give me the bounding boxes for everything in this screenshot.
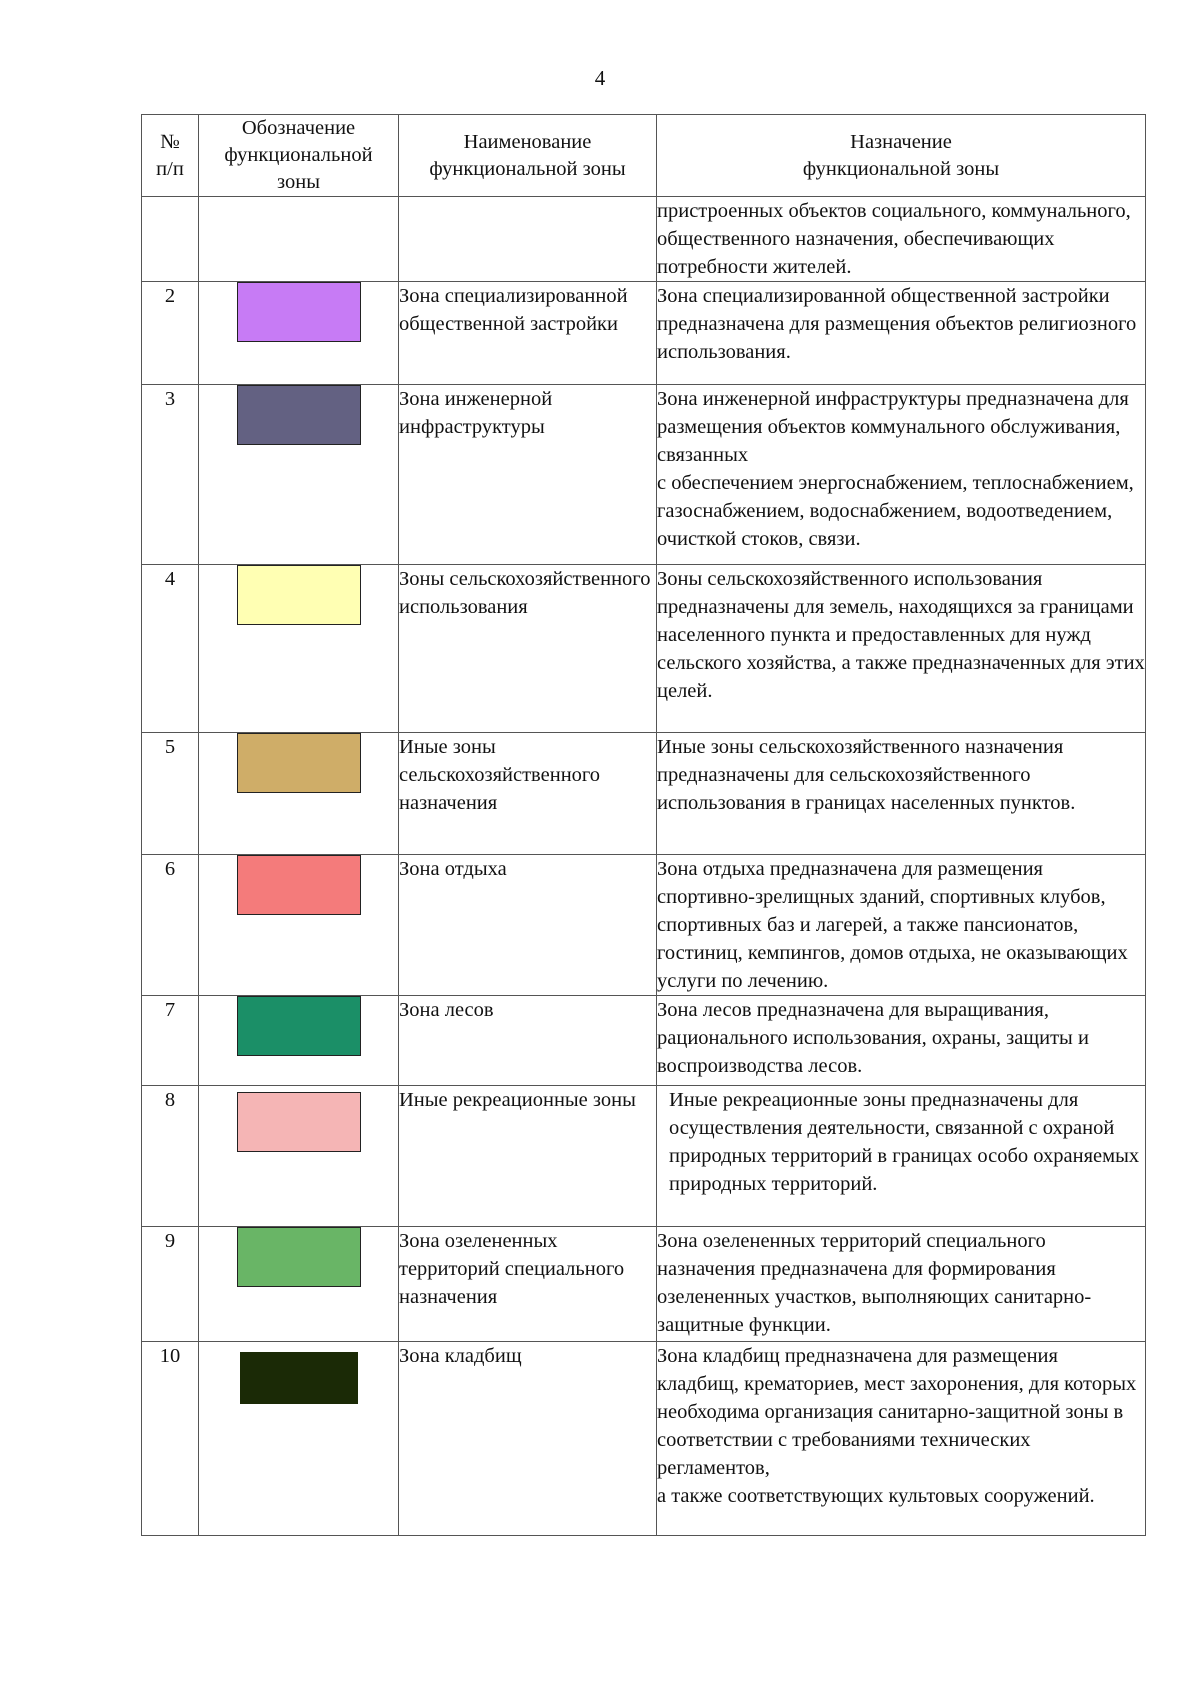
table-row [142, 1227, 1146, 1342]
cell-name: Зона кладбищ [399, 1342, 657, 1536]
cell-name: Зона инженерной инфраструктуры [399, 385, 657, 565]
table-row [142, 855, 1146, 996]
cell-number [142, 197, 199, 282]
cell-purpose: Зона специализированной общественной застройки предназначена для размещения объектов религиозного использования. [657, 282, 1146, 385]
cell-name: Зона озелененных территорий специального назначения [399, 1227, 657, 1342]
zone-color-swatch [237, 565, 361, 625]
zone-color-swatch [237, 282, 361, 342]
cell-purpose: Зона инженерной инфраструктуры предназначена для размещения объектов коммунального обслуживания, связанных с обеспечением энергоснабжением, теплоснабжением, газоснабжением, водоснабжением, водоотведением, очисткой стоков, связи. [657, 385, 1146, 565]
zone-cemetery-swatch [240, 1352, 358, 1404]
table-row [142, 385, 1146, 565]
cell-number: 8 [142, 1086, 199, 1227]
cell-name: Иные рекреационные зоны [399, 1086, 657, 1227]
cell-name: Иные зоны сельскохозяйственного назначения [399, 733, 657, 855]
cell-symbol [199, 282, 399, 385]
cell-symbol [199, 996, 399, 1086]
cell-symbol [199, 1227, 399, 1342]
table-row [142, 996, 1146, 1086]
zone-color-swatch [237, 733, 361, 793]
table-row [142, 565, 1146, 733]
header-number: № п/п [142, 115, 199, 197]
table-row [142, 282, 1146, 385]
cell-purpose: Зоны сельскохозяйственного использования предназначены для земель, находящихся за границами населенного пункта и предоставленных для нужд сельского хозяйства, а также предназначенных для этих целей. [657, 565, 1146, 733]
cell-symbol [199, 733, 399, 855]
cell-symbol [199, 855, 399, 996]
table-row [142, 1342, 1146, 1536]
cell-name [399, 197, 657, 282]
zone-color-swatch [237, 855, 361, 915]
cell-name: Зона специализированной общественной застройки [399, 282, 657, 385]
table-row [142, 733, 1146, 855]
cell-purpose: Зона озелененных территорий специального назначения предназначена для формирования озелененных участков, выполняющих санитарно-защитные функции. [657, 1227, 1146, 1342]
cell-number: 7 [142, 996, 199, 1086]
zone-color-swatch [237, 1092, 361, 1152]
cell-purpose: Зона отдыха предназначена для размещения спортивно-зрелищных зданий, спортивных клубов, спортивных баз и лагерей, а также пансионатов, гостиниц, кемпингов, домов отдыха, не оказывающих услуги по лечению. [657, 855, 1146, 996]
cell-name: Зона лесов [399, 996, 657, 1086]
zone-color-swatch [237, 1227, 361, 1287]
cell-purpose: Иные зоны сельскохозяйственного назначения предназначены для сельскохозяйственного использования в границах населенных пунктов. [657, 733, 1146, 855]
header-purpose: Назначение функциональной зоны [657, 115, 1146, 197]
functional-zones-table [141, 114, 1146, 1536]
cell-purpose: Зона кладбищ предназначена для размещения кладбищ, крематориев, мест захоронения, для которых необходима организация санитарно-защитной зоны в соответствии с требованиями технических регламентов, а также соответствующих культовых сооружений. [657, 1342, 1146, 1536]
cell-symbol [199, 385, 399, 565]
page-number: 4 [594, 66, 606, 90]
cell-purpose: Зона лесов предназначена для выращивания, рационального использования, охраны, защиты и воспроизводства лесов. [657, 996, 1146, 1086]
cell-symbol [199, 1342, 399, 1536]
cell-number: 9 [142, 1227, 199, 1342]
zone-color-swatch [237, 996, 361, 1056]
cell-name: Зоны сельскохозяйственного использования [399, 565, 657, 733]
cell-number: 5 [142, 733, 199, 855]
cell-symbol [199, 197, 399, 282]
cell-number: 10 [142, 1342, 199, 1536]
cell-symbol [199, 565, 399, 733]
cell-purpose: пристроенных объектов социального, коммунального, общественного назначения, обеспечивающих потребности жителей. [657, 197, 1146, 282]
cell-number: 6 [142, 855, 199, 996]
cell-number: 3 [142, 385, 199, 565]
cell-number: 4 [142, 565, 199, 733]
header-symbol: Обозначение функциональной зоны [199, 115, 399, 197]
cell-number: 2 [142, 282, 199, 385]
header-name: Наименование функциональной зоны [399, 115, 657, 197]
table-row-continuation [142, 197, 1146, 282]
cell-symbol [199, 1086, 399, 1227]
table-header-row [142, 115, 1146, 197]
cell-name: Зона отдыха [399, 855, 657, 996]
zone-color-swatch [237, 385, 361, 445]
table-row [142, 1086, 1146, 1227]
cell-purpose: Иные рекреационные зоны предназначены для осуществления деятельности, связанной с охраной природных территорий в границах особо охраняемых природных территорий. [657, 1086, 1146, 1227]
